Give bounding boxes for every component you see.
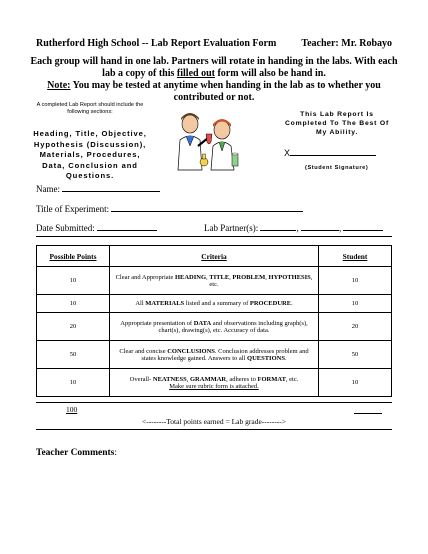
criteria-cell: Overall- NEATNESS, GRAMMAR, adheres to FORMAT, etc. Make sure rubric form is attached. [110, 369, 319, 397]
note-text: You may be tested at anytime when handing in the lab as to whether you contributed or not. [70, 80, 381, 103]
title-label: Title of Experiment: [36, 204, 110, 214]
partners-label: Lab Partner(s): [204, 223, 259, 233]
partners-field[interactable]: Lab Partner(s): , , [204, 222, 383, 233]
partner-blank-2[interactable] [301, 222, 339, 231]
points-cell: 10 [37, 295, 110, 313]
student-score-cell[interactable]: 20 [319, 313, 392, 341]
note-label: Note: [47, 80, 71, 91]
date-label: Date Submitted: [36, 223, 95, 233]
signature-x: X [284, 148, 291, 158]
rubric-attached-note: Make sure rubric form is attached. [169, 382, 259, 390]
name-field[interactable] [36, 183, 160, 194]
student-score-cell[interactable]: 10 [319, 267, 392, 295]
totals-row [36, 402, 392, 430]
teacher-comments[interactable]: Teacher Comments: [36, 448, 118, 458]
instructions-filled-out: filled out [176, 68, 215, 79]
requirements-intro: A completed Lab Report should include the following sections: [36, 102, 144, 115]
teacher-comments-label: Teacher Comments [36, 448, 115, 458]
total-line-text: <--------Total points earned = Lab grade--------> [142, 417, 286, 426]
student-score-cell[interactable]: 50 [319, 341, 392, 369]
criteria-header: Criteria [110, 246, 319, 267]
signature-line[interactable] [284, 147, 376, 158]
instructions [30, 56, 398, 104]
date-field[interactable] [36, 222, 157, 233]
rubric-header-row [37, 246, 392, 267]
date-blank[interactable] [97, 222, 157, 231]
criteria-cell: All MATERIALS listed and a summary of PROCEDURE. [110, 295, 319, 313]
instructions-part1: Each group will hand in one lab. Partners will rotate in handing in the labs. With each lab a copy of this [30, 56, 398, 79]
signature-label: (Student Signature) [305, 165, 369, 171]
signature-blank[interactable] [290, 147, 376, 156]
partner-blank-3[interactable] [343, 222, 383, 231]
divider [36, 236, 392, 237]
points-cell: 10 [37, 267, 110, 295]
points-cell: 20 [37, 313, 110, 341]
requirements-list: Heading, Title, Objective, Hypothesis (Discussion), Materials, Procedures, Data, Conclusion and Questions. [33, 129, 147, 180]
criteria-cell: Appropriate presentation of DATA and observations including graph(s), chart(s), drawing(s), etc. Accuracy of data. [110, 313, 319, 341]
table-row [37, 295, 392, 313]
name-blank[interactable] [62, 183, 160, 192]
rubric-table [36, 245, 392, 397]
instructions-part2: form will also be hand in. [214, 68, 326, 79]
title-field[interactable] [36, 203, 303, 214]
points-cell: 50 [37, 341, 110, 369]
partner-blank-1[interactable] [260, 222, 296, 231]
student-total-blank[interactable] [354, 407, 382, 414]
student-score-cell[interactable]: 10 [319, 369, 392, 397]
criteria-cell: Clear and Appropriate HEADING, TITLE, PROBLEM, HYPOTHESIS, etc. [110, 267, 319, 295]
table-row [37, 341, 392, 369]
title-blank[interactable] [111, 203, 303, 212]
student-header: Student [319, 246, 392, 267]
teacher-name: Teacher: Mr. Robayo [301, 38, 392, 49]
points-cell: 10 [37, 369, 110, 397]
name-label: Name: [36, 184, 60, 194]
criteria-cell: Clear and concise CONCLUSIONS. Conclusion addresses problem and states knowledge gained. Answers to all QUESTIONS. [110, 341, 319, 369]
possible-points-header: Possible Points [37, 246, 110, 267]
school-form-title: Rutherford High School -- Lab Report Evaluation Form [36, 38, 277, 49]
completion-statement: This Lab Report Is Completed To The Best Of My Ability. [284, 111, 390, 136]
scientists-clipart-icon [168, 110, 246, 172]
total-possible: 100 [66, 405, 78, 414]
student-score-cell[interactable]: 10 [319, 295, 392, 313]
table-row [37, 369, 392, 397]
table-row [37, 267, 392, 295]
table-row [37, 313, 392, 341]
